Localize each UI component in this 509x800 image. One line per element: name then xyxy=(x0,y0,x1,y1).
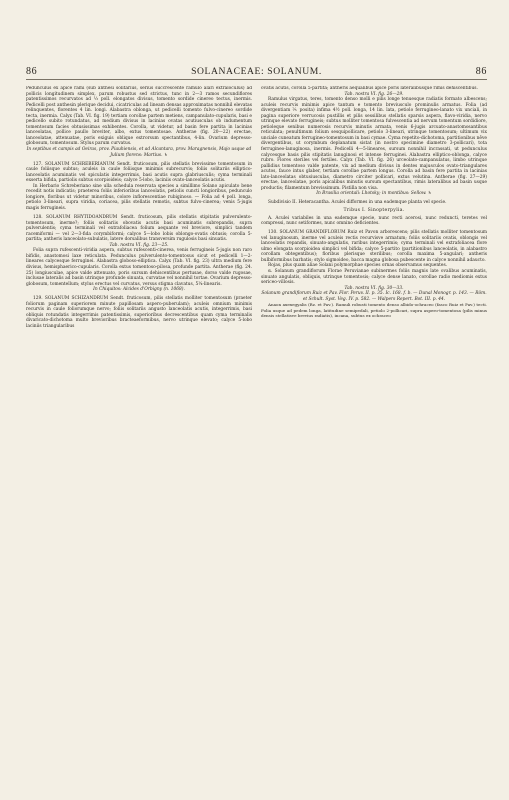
page-number-right: 86 xyxy=(475,66,487,77)
paragraph: Ramulus virgatus, teres, tomento denso molli e pilis longe tenuesque radiatis formato albescens; aculeis recurvis minimis apice tantum e tomento breviusculo prominulis armatus. Folia (ad divergentiam ⅖ posita) infima 4½ poll. longa, 14 lin. lata, petiolo ferrugineo-lanato vix unciali, in pagina superiore verrucosis pustillis et pilis sessilibus stellatis sparsis aspera, flavo-viridia, nervo utrinque elevato ferrugineis; subtus molliter tomentosa fulvescentia ad nervum tomentum sordidiore, petioleque senibus numerosis recurvis minutis armata, venis 6-jugis arcuato-anastomosantibus reticulata; penultimum folium sesquipollicare, petiolo 3-lineari, utrinque tomentosum; ultimum vix unciale cuneatum ferrugineo-tomentosum in basi cymae. Cyma repetito-dichotoma, partitionibus nēve divergentibus, ut corymbum deplanatum sistat (in nostro specimine diametro 3-pollicari), tota ferrugineo-lanuginosa, inermis. Pedicelli 4—5-lineares, sursum nonnihil incrassati, ut pedunculus calycesque basis pilis stipitatis lanuginosi et intense ferruginei. Alabastra elliptico-oblonga, calyce rubro. Flores steriles vel fertiles. Calyx (Tab. VI. fig. 26) urceolato-campanulatus, limbo utrinque pallidius tomentoso valde patente, vix ad medium divisus in dentes majusculos ovato-triangulares acutos, fauce intus glaber, tertiam corollae partem longus. Corolla ad basin fere partita in lacinias lato-lanceolatas obtusiusculas, diametro circiter pollicari, extus velutina. Antherae (fig. 27—29) erectae, lanceolatae, poris apicalibus minutis sursum spectantibus, rimis lateralibus ad basin usque productis; filamentum brevissimum. Pistilla non visa. xyxy=(261,97,487,191)
paragraph: Anaon axexegyalis (Rz. et Pav.). Ramuli robusti tomento denso albido-ochraceo (fasco Ruiz et Pav.) tecti. Folia usque ad pedem longa, latitudine semipedali, petiolo 2-pollicari, supra aspero-tomentosa (pilis minus densis stellatisve brevius radiatis), incana, subtus ex ochraceo xyxy=(261,302,487,319)
paragraph: In Brasilia orientali: Lhotsky; in montibus: Sellow. ♄ xyxy=(316,191,432,197)
paragraph: 129. SOLANUM SCHIZANDRUM Sendt. fruticosum, pilis stellatis molliter tomentosum (praeter foliorum paginam superiorem minute papillosam aspero-puberulam); aculeis omnium minimis recurvis in caule foliorumque nervo; foliis solitariis angusto lanceolatis acutis, integerrimis, basi obliquis rotundatis integerrimis patentissimis, superioribus decrescentibus quam cyma terminalis divaricato-dichotoma multo brevioribus bracteaeformibus, nervo utrinque elevato; calyce 5-lobo laciniis triangularibus xyxy=(26,296,252,329)
paragraph: Tab. nostra VI. fig. 30—33. xyxy=(344,285,404,291)
paragraph: Pedunculus ex apice rami (sub anthesi solitarius, serius succrescente ramulo alari extraloculus) ad pollicis longitudinem simplex, parum robustus sed strictus, tunc in 2—3 ramos secundiflores patentissimos recurvatos ad ⅓ poll. elongatos divisus, tomento sordide cinereo tectus, inermis. Pedicelli post anthesin plerique decidui, cicatriculas ad lineam densas approximatas nonnihil elevatas relinquentes, florentes 4 lin. longi. Alabastra oblonga, ut pedicelli tomento fulvo-cinereo sordide tecta, inermia. Calyx (Tab. VI. fig. 19) tertiam corollae partem metiens, campanulato-cupularis, basi e pedicello subito rotundatus, ad medium divisus in lacinias ovatas acutiusculas ob indumentum tomentosum facies obtusissimas exhibentes. Corolla, ut videtur, ad basin fere partita in lacinias lanceolatas, pollice paullo breviter, albo, extus tomentosae. Antherae (fig. 20—22) erectae, lanceolatae, attenuatae, poris exiguis oblique extrorsum spectantibus, 4-lin. Ovarium depresso-globosum, tomentosum. Stylus parum curvatus. xyxy=(26,86,252,147)
paragraph: α. Solanum grandiflorum Florae Peruvianae subinermes foliis magnis late ovalibus acuminatis, sinuato angulatis, obliquis, utrinque tomentosis; calyce dense lanato, corollae radio mediomis extus sericeo-villosis. xyxy=(261,268,487,286)
paragraph: In Chiquitos: Alcides d'Orbigny (n. 1068). xyxy=(93,287,185,293)
paragraph: Tab. nostra VI. fig. 26—29. xyxy=(344,91,404,97)
paragraph: In Herbario Schreberiano sine ulla schedula reservata species a simillimo Solano apiculato bene recedit notis indicatis; praeterea foliis inferioribus lanceolatis, petiolis cuncti longioribus, pedunculo longiore, floribus ut videtur minoribus, colore inflorescentiae rubiginoso. — Folia ad 4 poll. longa, petiolo 3-lineari, supra viridia, coriacea, pilis stellatis remotis, subtus fulvo-cinerea; venis 5-jugis magis ferrugineis. xyxy=(26,183,252,211)
running-head xyxy=(26,66,487,80)
paragraph: Tab. nostra VI. fig. 23—25. xyxy=(109,242,169,248)
paragraph: A. Aculei variabiles in una eademque specie, nunc recti acerosi, nunc reduncti, teretes vel compressi, nunc setiformes, nunc omnino deficientes. xyxy=(261,215,487,227)
paragraph: ovatis acutis, corolla 5-partita; antheris aequalibus apice poris lateralibusque rimis dehiscentibus. xyxy=(261,86,478,91)
paragraph: In septibus et campis ad Oeiras, prov. Piauhiensis, et ad Alcantara, prov. Maragnensis, Majo usque ad Julium florens: Martius. ♄ xyxy=(26,147,252,158)
paragraph: Tribus I. Sinopterpylia. xyxy=(343,207,405,213)
paragraph: 127. SOLANUM SCHREBERIANUM Sendt. fruticosum, pilis stellatis brevissime tomentosum in caule foliisque subtus; aculeis in caule foliisque minimis subrecurvis; foliis solitariis elliptico-lanceolatis acuminatis vel spiculatis integerrimis, basi acutis supra glabriusculis; cyma terminali exserta bifida, partiolis subtus scorpioideis; calyce 5-lobo, laciniis ovato-lanceolatis acutis. xyxy=(26,161,252,184)
paragraph: Rojas, plus quam aliae Solani polymorphae species ornas observamus sequentes. xyxy=(268,263,448,269)
paragraph: 130. SOLANUM GRANDIFLORUM Ruiz et Pavon arborescens; pilis stellatis molliter tomentosum vel lanuginosum, inerme vel aculeis rectis recurvisve armatum; foliis solitariis ovatis, oblongis vel lanceolatis repandis, sinuato-angulatis, raribus integerrimis; cyma terminali vel extrafoliacea flore ulmo elongata scorpioidea simplici vel bifida; calyce 5-partito (partitionibus lanceolatis, in alabastro corollam obtegentibus); floribus plerisque sterilibus; corolla maxima 5-angulari; antheris bulbiformibus barbatis; stylo sigmoideo, bacca magna globosa pubescente in calyce nonnihil adaucto. xyxy=(261,230,487,263)
page-number-left: 86 xyxy=(26,66,38,77)
paragraph: Folia supra rufescenti-viridia aspera, subtus rufescenti-cinerea, venis ferrugineis 5-jugis non raro bifidis, anastomosi laxe reticulata. Pedunculus pulverulento-tomentosus sicut et pedicelli 1—2-lineares calycesque ferruginei. Alabastra globoso-elliptica. Calyx (Tab. VI. fig. 23) ultra medium fere divisus, hemisphaerico-cupularis. Corolla extus tomentoso-pilosa, profunde partita. Antherae (fig. 24. 25) longiusculae, apice valde attenuato, poris sursum dehiscentibus pertusae, dorso valde rugosae, inclusae lateralis ad basin utrinque profunde sinuata, curvatae vel nonnihil tortae. Ovarium depresso-globosum, tomentellum; stylus erectus vel curvatus, versus stigma clavatus, 5¼-linearis. xyxy=(26,248,252,287)
paragraph: 128. SOLANUM RHYTIDOANDRUM Sendt. fruticosum, pilis stellatis stipitatis pulverulento-tomentosum, inerme?; foliis solitariis obovatis acutis basi acuminatis subrepandis, supra pulverulentis; cyma terminali vel extrafoliacea folium aequante vel breviore, simplici tandem racemiformi — vel 2—3-fida corymbiformi; calyce 5—lobo lobis oblongo-ovatis obtusis; corolla 5-partita; antheris lanceolato-subulatis, latere dorsalibus transversim rugulosis basi sinuatis. xyxy=(26,215,252,243)
paragraph: Solanum grandiflorum Ruiz et Pav. Flor. Peruv. II. p. 35. Ic. 168. f. b. — Dunal Monogr. p. 143. — Röm. et Schult. Syst. Veg. IV. p. 582. — Walpers Repert. Bot. III. p. 44. xyxy=(261,291,487,302)
left-column xyxy=(26,86,252,780)
paragraph: Subdivisio II. Heteracantha. Aculei difformes in una eademque planta vel specie. xyxy=(268,200,447,206)
text-columns xyxy=(26,86,487,780)
right-column xyxy=(261,86,487,780)
running-title: SOLANACEAE: SOLANUM. xyxy=(191,66,322,77)
